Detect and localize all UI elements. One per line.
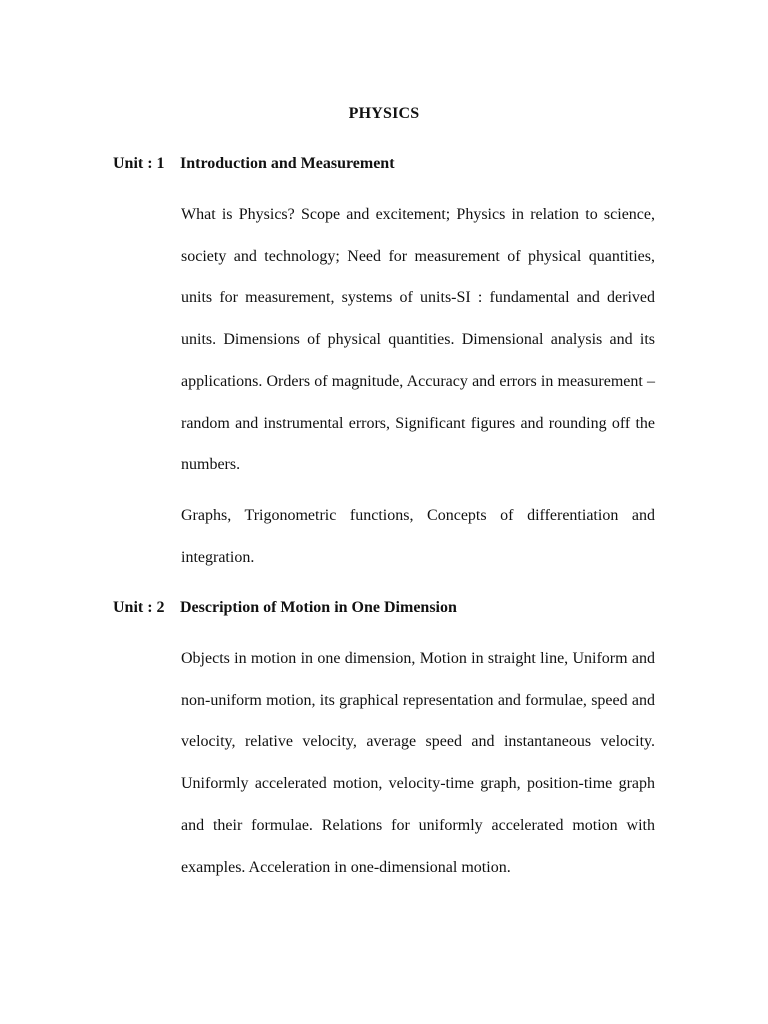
unit-2-heading: [113, 598, 457, 618]
unit-2-number: Unit : 2: [113, 599, 165, 616]
unit-1-number: Unit : 1: [113, 155, 165, 172]
unit-1-paragraph-2: Graphs, Trigonometric functions, Concepts of differentiation and integration.: [181, 507, 655, 566]
unit-1-heading: [113, 154, 395, 174]
page-title: PHYSICS: [348, 105, 420, 122]
unit-1-title: Introduction and Measurement: [180, 155, 395, 172]
unit-2-paragraph-1: Objects in motion in one dimension, Motion in straight line, Uniform and non-uniform motion, its graphical representation and formulae, speed and velocity, relative velocity, average speed and instantaneous velocity. Uniformly accelerated motion, velocity-time graph, position-time graph and their formulae. Relations for uniformly accelerated motion with examples. Acceleration in one-dimensional motion.: [181, 650, 655, 876]
unit-1-paragraph-1: What is Physics? Scope and excitement; Physics in relation to science, society and technology; Need for measurement of physical quantities, units for measurement, systems of units-SI : fundamental and derived units. Dimensions of physical quantities. Dimensional analysis and its applications. Orders of magnitude, Accuracy and errors in measurement – random and instrumental errors, Significant figures and rounding off the numbers.: [181, 206, 655, 474]
unit-2-title: Description of Motion in One Dimension: [180, 599, 457, 616]
